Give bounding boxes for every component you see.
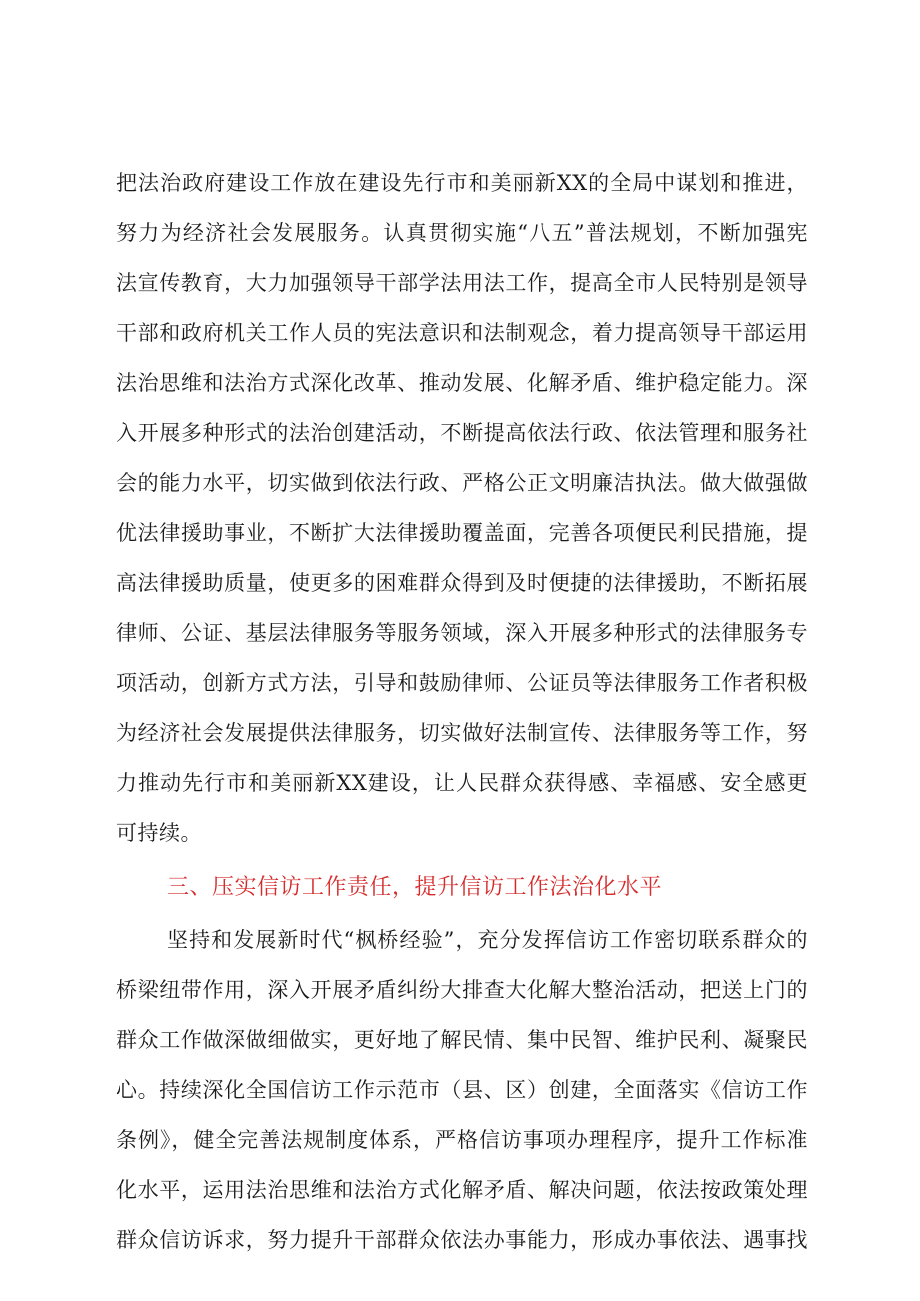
paragraph-line: 法治思维和法治方式深化改革、推动发展、化解矛盾、维护稳定能力。深 (116, 371, 808, 395)
paragraph-line: 条例》，健全完善法规制度体系，严格信访事项办理程序，提升工作标准 (116, 1128, 808, 1152)
paragraph-line: 为经济社会发展提供法律服务，切实做好法制宣传、法律服务等工作，努 (116, 721, 808, 745)
paragraph-line: 坚持和发展新时代“枫桥经验”，充分发挥信访工作密切联系群众的 (167, 928, 808, 952)
paragraph-line: 法宣传教育，大力加强领导干部学法用法工作，提高全市人民特别是领导 (116, 271, 808, 295)
paragraph-line: 心。持续深化全国信访工作示范市（县、区）创建，全面落实《信访工作 (116, 1078, 808, 1102)
section-heading: 三、压实信访工作责任，提升信访工作法治化水平 (167, 875, 663, 900)
paragraph-line: 桥梁纽带作用，深入开展矛盾纠纷大排查大化解大整治活动，把送上门的 (116, 978, 808, 1002)
paragraph-line: 律师、公证、基层法律服务等服务领域，深入开展多种形式的法律服务专 (116, 621, 808, 645)
paragraph-line: 努力为经济社会发展服务。认真贯彻实施“八五”普法规划，不断加强宪 (116, 221, 808, 245)
paragraph-line: 高法律援助质量，使更多的困难群众得到及时便捷的法律援助，不断拓展 (116, 571, 808, 595)
paragraph-line: 群众信访诉求，努力提升干部群众依法办事能力，形成办事依法、遇事找 (116, 1228, 808, 1252)
paragraph-line: 干部和政府机关工作人员的宪法意识和法制观念，着力提高领导干部运用 (116, 321, 808, 345)
paragraph-line: 化水平，运用法治思维和法治方式化解矛盾、解决问题，依法按政策处理 (116, 1178, 808, 1202)
paragraph-line: 可持续。 (116, 821, 202, 845)
paragraph-line: 把法治政府建设工作放在建设先行市和美丽新XX的全局中谋划和推进， (116, 171, 808, 195)
paragraph-line: 优法律援助事业，不断扩大法律援助覆盖面，完善各项便民利民措施，提 (116, 521, 808, 545)
paragraph-line: 会的能力水平，切实做到依法行政、严格公正文明廉洁执法。做大做强做 (116, 471, 808, 495)
paragraph-line: 入开展多种形式的法治创建活动，不断提高依法行政、依法管理和服务社 (116, 421, 808, 445)
paragraph-line: 项活动，创新方式方法，引导和鼓励律师、公证员等法律服务工作者积极 (116, 671, 808, 695)
paragraph-line: 力推动先行市和美丽新XX建设，让人民群众获得感、幸福感、安全感更 (116, 771, 808, 795)
paragraph-line: 群众工作做深做细做实，更好地了解民情、集中民智、维护民利、凝聚民 (116, 1028, 808, 1052)
